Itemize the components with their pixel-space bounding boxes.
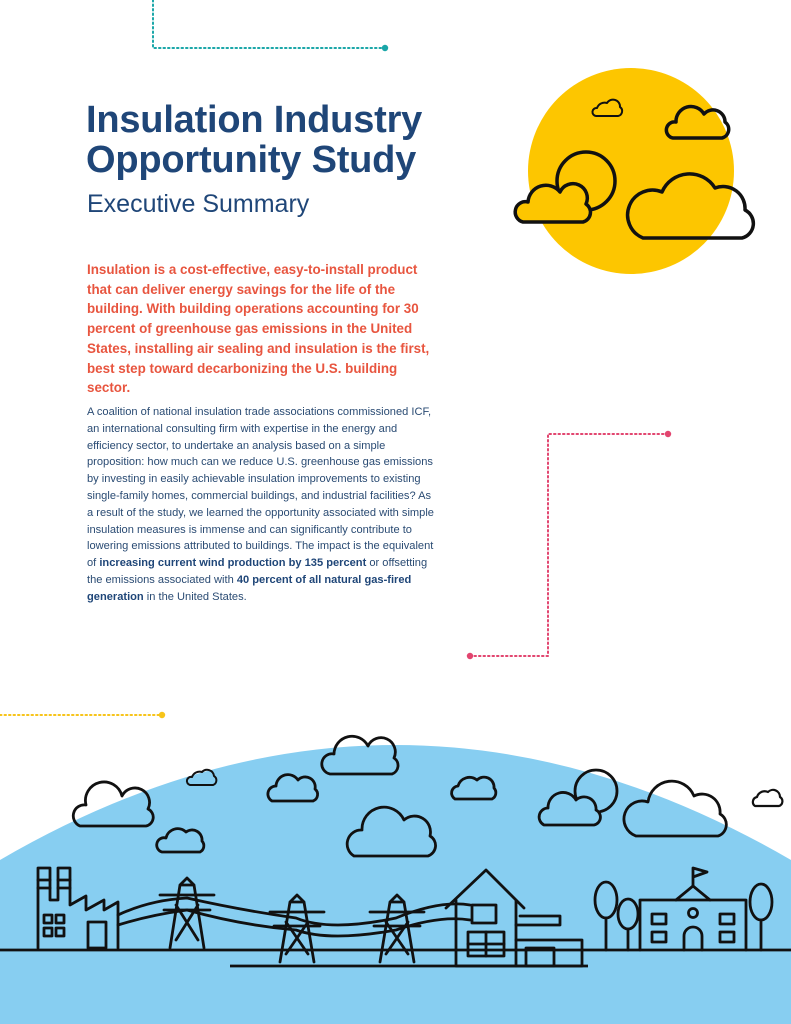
title-line-2: Opportunity Study (86, 139, 417, 181)
highlight-gas-generation: 40 percent of all natural gas-fired generation (87, 573, 412, 603)
landscape-illustration (0, 710, 791, 1024)
lead-paragraph: Insulation is a cost-effective, easy-to-install product that can deliver energy savings for the life of the building. With building operations accounting for 30 percent of greenhouse gas emissions in the United States, installing air sealing and insulation is the first, best step toward decarbonizing the U.S. building sector. (87, 262, 430, 396)
body-text-part-2: or offsetting the emissions associated with (87, 557, 428, 586)
body-text-part-3: in the United States. (143, 590, 247, 603)
highlight-wind-production: increasing current wind production by 135 percent (99, 557, 367, 570)
body-text-part-1: A coalition of national insulation trade associations commissioned ICF, an international consulting firm with expertise in the energy and efficiency sector, to undertake an analysis based on a simple proposition: how much can we reduce U.S. greenhouse gas emissions by investing in easily achievable insulation improvements to existing single-family homes, commercial buildings, and industrial facilities? As a result of the study, we learned the opportunity associated with simple insulation measures is immense and can significantly contribute to lowering emissions attributed to buildings. The impact is the equivalent of (87, 406, 434, 570)
page-title (86, 100, 506, 180)
page-subtitle: Executive Summary (87, 190, 310, 218)
cloud-icon (753, 790, 783, 806)
ground (0, 948, 791, 1024)
body-paragraph (87, 404, 437, 606)
cloud-icon (515, 184, 590, 222)
title-line-1: Insulation Industry (86, 99, 423, 141)
